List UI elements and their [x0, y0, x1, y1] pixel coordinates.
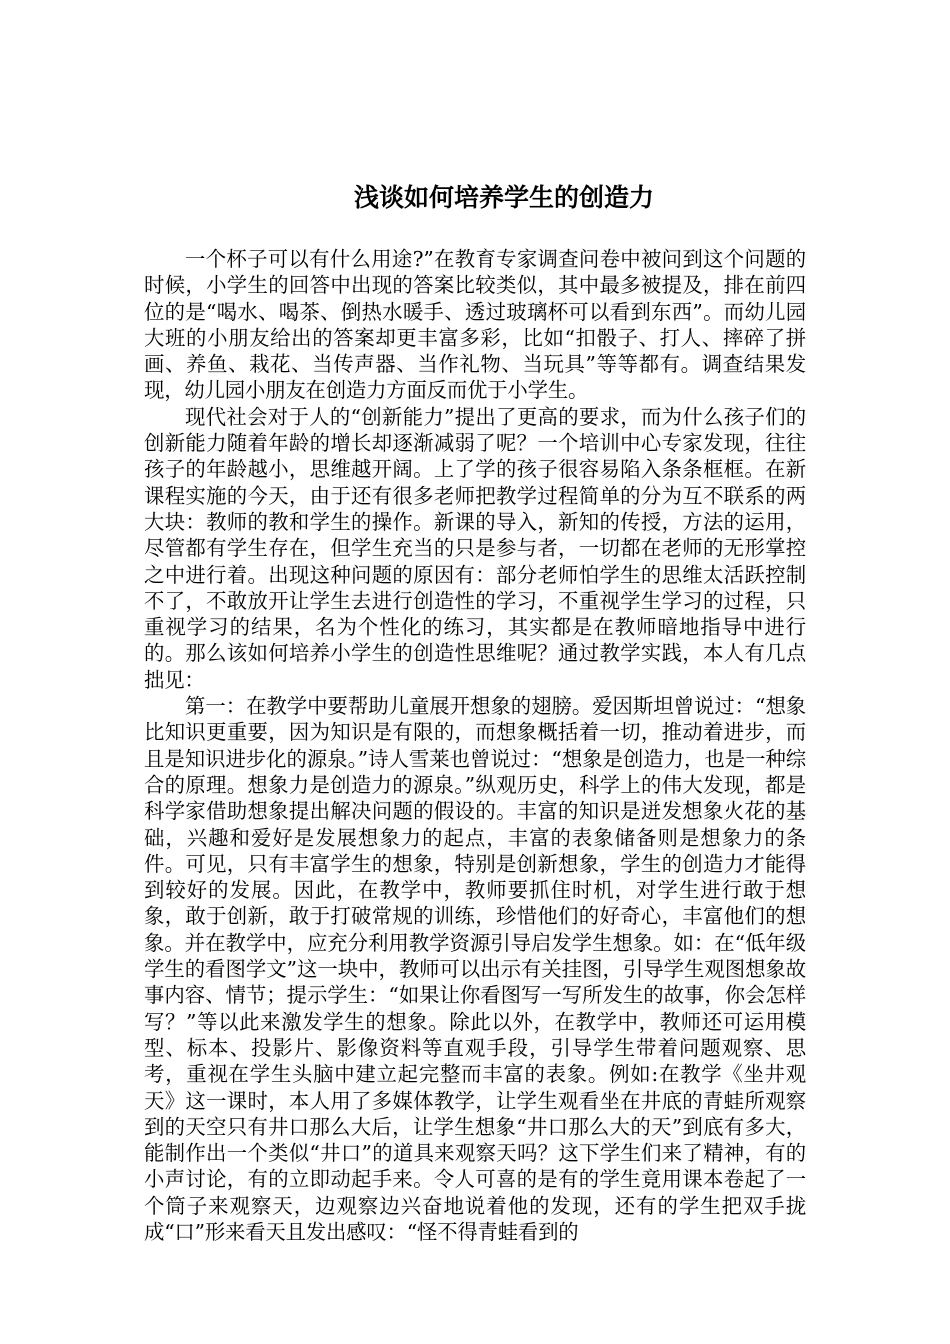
paragraph-point-one: 第一：在教学中要帮助儿童展开想象的翅膀。爱因斯坦曾说过：“想象比知识更重要，因为知识是有限的，而想象概括着一切，推动着进步，而且是知识进步化的源泉。”诗人雪莱也曾说过：“想象是创造力，也是一种综合的原理。想象力是创造力的源泉。”纵观历史，科学上的伟大发现，都是科学家借助想象提出解决问题的假设的。丰富的知识是迸发想象火花的基础，兴趣和爱好是发展想象力的起点，丰富的表象储备则是想象力的条件。可见，只有丰富学生的想象，特别是创新想象，学生的创造力才能得到较好的发展。因此，在教学中，教师要抓住时机，对学生进行敢于想象，敢于创新，敢于打破常规的训练，珍惜他们的好奇心，丰富他们的想象。并在教学中，应充分利用教学资源引导启发学生想象。如：在“低年级学生的看图学文”这一块中，教师可以出示有关挂图，引导学生观图想象故事内容、情节；提示学生：“如果让你看图写一写所发生的故事，你会怎样写？”等以此来激发学生的想象。除此以外，在教学中，教师还可运用模型、标本、投影片、影像资料等直观手段，引导学生带着问题观察、思考，重视在学生头脑中建立起完整而丰富的表象。例如:在教学《坐井观天》这一课时，本人用了多媒体教学，让学生观看坐在井底的青蛙所观察到的天空只有井口那么大后，让学生想象“井口那么大的天”到底有多大，能制作出一个类似“井口”的道具来观察天吗？这下学生们来了精神，有的小声讨论，有的立即动起手来。令人可喜的是有的学生竟用课本卷起了一个筒子来观察天，边观察边兴奋地说着他的发现，还有的学生把双手拢成“口”形来看天且发出感叹：“怪不得青蛙看到的 — [144, 694, 806, 1244]
paragraph-intro: 一个杯子可以有什么用途?”在教育专家调查问卷中被问到这个问题的时候，小学生的回答中出现的答案比较类似，其中最多被提及，排在前四位的是“喝水、喝茶、倒热水暖手、透过玻璃杯可以看到东西”。而幼儿园大班的小朋友给出的答案却更丰富多彩，比如“扣骰子、打人、摔碎了拼画、养鱼、栽花、当传声器、当作礼物、当玩具”等等都有。调查结果发现，幼儿园小朋友在创造力方面反而优于小学生。 — [144, 247, 806, 403]
document-body — [144, 246, 806, 1245]
paragraph-problem: 现代社会对于人的“创新能力”提出了更高的要求，而为什么孩子们的创新能力随着年龄的增长却逐渐减弱了呢？一个培训中心专家发现，往往孩子的年龄越小，思维越开阔。上了学的孩子很容易陷入条条框框。在新课程实施的今天，由于还有很多老师把教学过程简单的分为互不联系的两大块：教师的教和学生的操作。新课的导入，新知的传授，方法的运用，尽管都有学生存在，但学生充当的只是参与者，一切都在老师的无形掌控之中进行着。出现这种问题的原因有：部分老师怕学生的思维太活跃控制不了，不敢放开让学生去进行创造性的学习，不重视学生学习的过程，只重视学习的结果，名为个性化的练习，其实都是在教师暗地指导中进行的。那么该如何培养小学生的创造性思维呢？通过教学实践，本人有几点拙见： — [144, 404, 806, 692]
document-title: 浅谈如何培养学生的创造力 — [353, 183, 654, 212]
